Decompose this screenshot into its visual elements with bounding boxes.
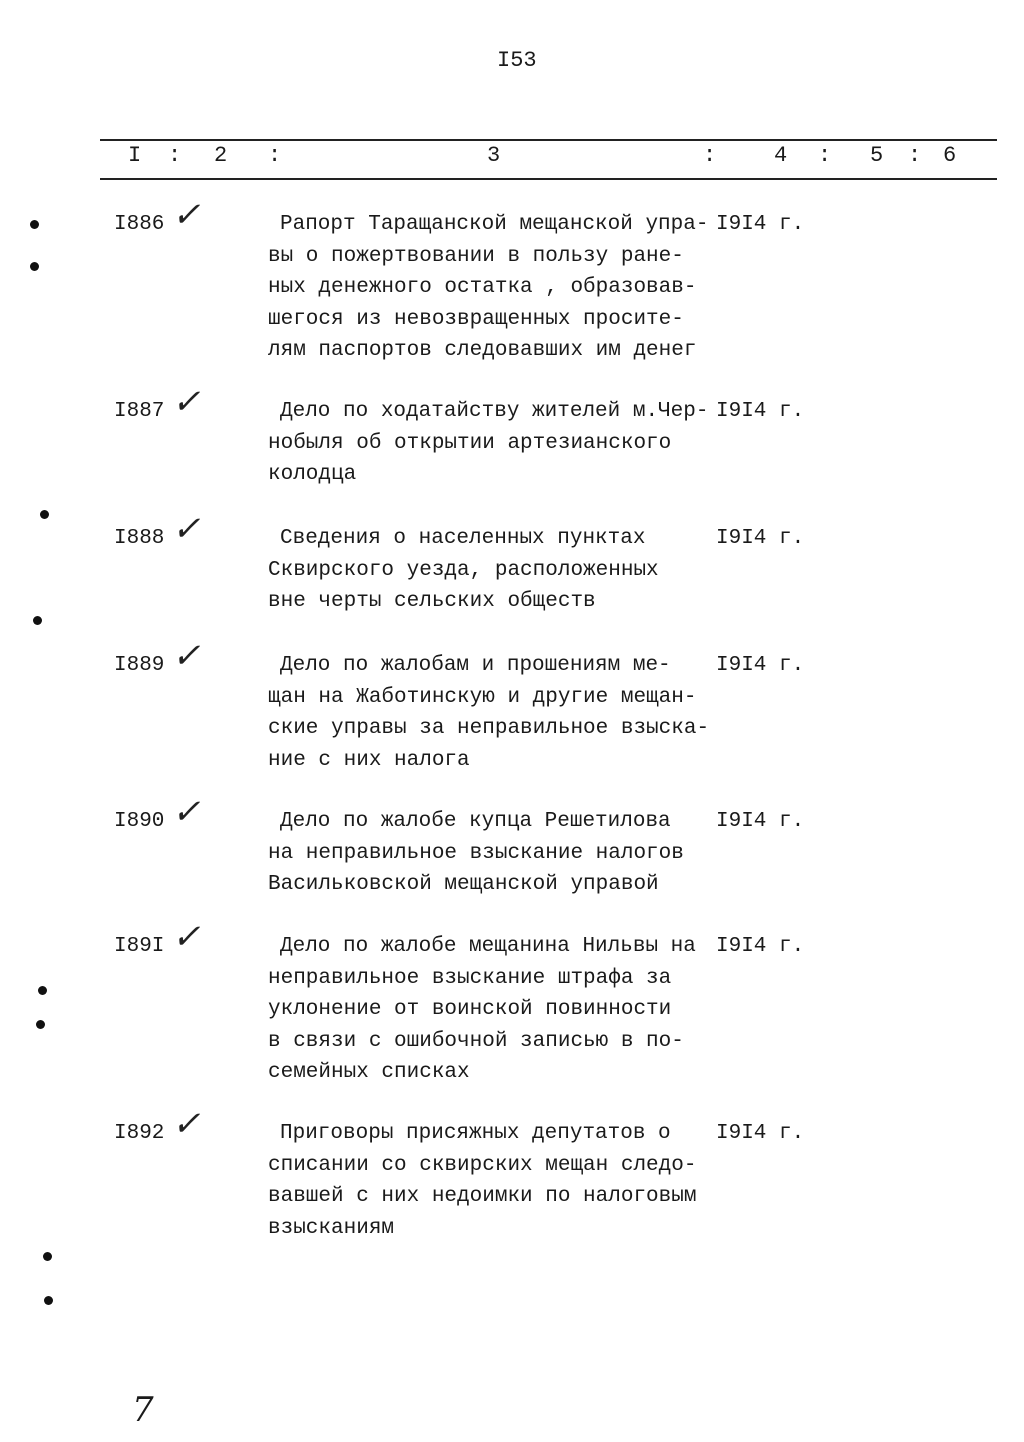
case-title [268,1118,696,1244]
case-title-line: лям паспортов следовавших им денег [268,339,697,362]
case-title-line: ных денежного остатка , образовав- [268,276,697,299]
case-date: I9I4 г. [716,400,805,423]
checkmark-icon: ✓ [172,195,201,235]
case-date: I9I4 г. [716,810,805,833]
case-title-line: вы о пожертвовании в пользу ране- [268,244,684,268]
case-title-line: колодца [268,463,357,486]
col-3-label: 3 [487,143,501,168]
col-1-label: I [128,143,142,168]
col-separator: : [703,143,717,168]
case-title-line: Дело по жалобе купца Решетилова [280,810,671,833]
punch-hole-mark [43,1252,52,1261]
case-title-line: Приговоры присяжных депутатов о [280,1122,671,1145]
page-number: I53 [497,48,537,73]
case-title-line: Дело по жалобам и прошениям ме- [280,654,671,677]
case-title-line: ние с них налога [268,748,470,772]
case-date: I9I4 г. [716,527,805,550]
checkmark-icon: ✓ [172,1104,201,1144]
punch-hole-mark [30,220,39,229]
case-title-line: вне черты сельских обществ [268,590,596,613]
case-title-line: Сквирского уезда, расположенных [268,558,659,582]
case-number: I892 [114,1122,165,1145]
column-header [100,143,997,171]
punch-hole-mark [33,616,42,625]
case-number: I887 [114,400,165,423]
header-top-rule [100,139,997,141]
case-title-line: ские управы за неправильное взыска- [268,717,710,740]
case-title-line: Дело по жалобе мещанина Нильвы на [280,935,696,958]
case-date: I9I4 г. [716,935,805,958]
case-number: I89I [114,935,165,958]
punch-hole-mark [30,262,39,271]
case-title-line: Сведения о населенных пунктах [280,527,646,550]
case-title-line: шегося из невозвращенных просите- [268,307,684,331]
case-title-line: Дело по ходатайству жителей м.Чер- [280,400,709,423]
case-title-line: взысканиям [268,1216,395,1240]
col-separator: : [168,143,182,168]
case-title-line: Васильковской мещанской управой [268,873,659,896]
case-title [268,806,684,901]
checkmark-icon: ✓ [172,792,201,832]
case-title-line: списании со сквирских мещан следо- [268,1153,697,1177]
punch-hole-mark [44,1296,53,1305]
col-6-label: 6 [943,143,957,168]
case-number: I890 [114,810,165,833]
checkmark-icon: ✓ [172,382,201,422]
header-bottom-rule [100,178,997,180]
case-title-line: неправильное взыскание штрафа за [268,966,672,990]
col-2-label: 2 [214,143,228,168]
case-title-line: нобыля об открытии артезианского [268,431,672,455]
case-title-line: уклонение от воинской повинности [268,998,672,1021]
case-title-line: на неправильное взыскание налогов [268,841,684,865]
case-date: I9I4 г. [716,654,805,677]
case-title [268,523,659,618]
handwritten-sheet-number: 7 [132,1390,154,1430]
col-separator: : [818,143,832,168]
punch-hole-mark [38,986,47,995]
checkmark-icon: ✓ [172,636,201,676]
col-5-label: 5 [870,143,884,168]
punch-hole-mark [36,1020,45,1029]
checkmark-icon: ✓ [172,917,201,957]
case-title [268,209,708,367]
case-number: I888 [114,527,165,550]
case-number: I886 [114,213,165,236]
col-4-label: 4 [774,143,788,168]
case-title-line: вавшей с них недоимки по налоговым [268,1185,697,1208]
case-title-line: щан на Жаботинскую и другие мещан- [268,685,697,709]
case-number: I889 [114,654,165,677]
punch-hole-mark [40,510,49,519]
case-title-line: Рапорт Таращанской мещанской упра- [280,213,709,236]
checkmark-icon: ✓ [172,509,201,549]
case-title [268,650,709,776]
col-separator: : [268,143,282,168]
case-title-line: в связи с ошибочной записью в по- [268,1029,684,1053]
case-title-line: семейных списках [268,1061,470,1084]
col-separator: : [908,143,922,168]
case-date: I9I4 г. [716,213,805,236]
case-title [268,396,708,491]
case-date: I9I4 г. [716,1122,805,1145]
case-title [268,931,696,1089]
